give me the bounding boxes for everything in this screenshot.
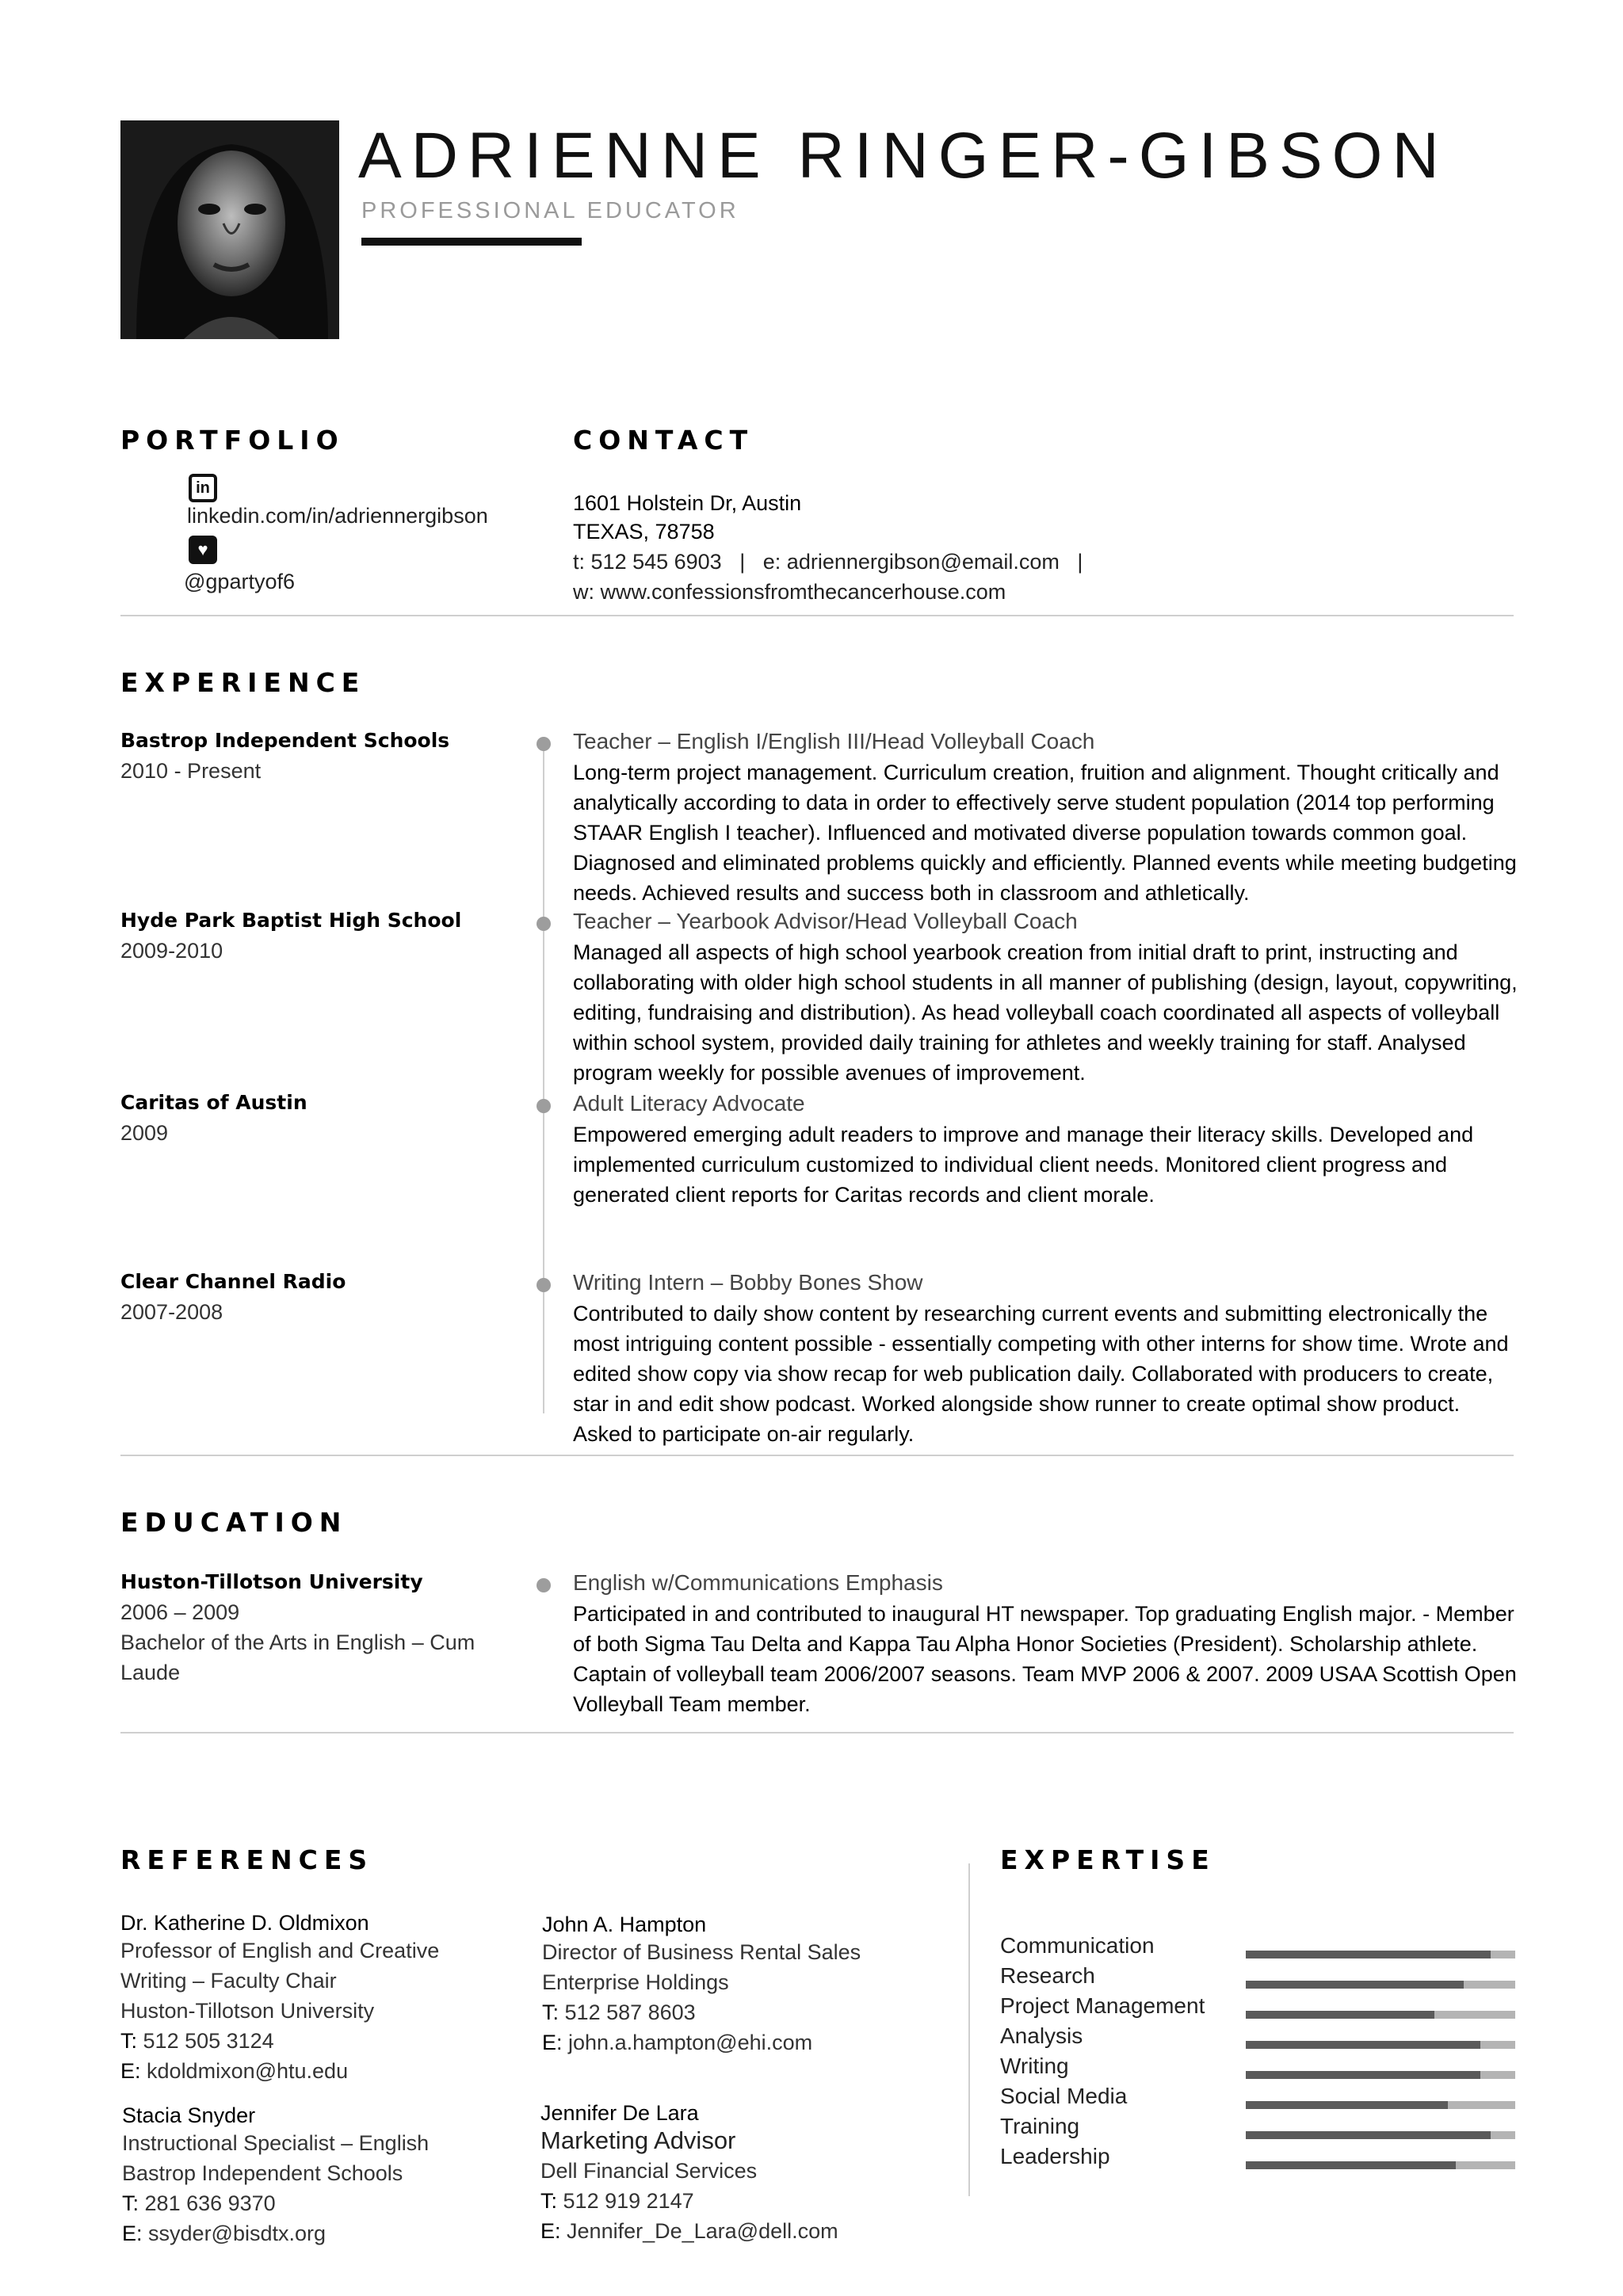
- reference-name: Stacia Snyder: [122, 2103, 256, 2127]
- email-label: E:: [120, 2059, 141, 2083]
- timeline-dot: [537, 737, 551, 751]
- divider: [120, 1455, 1514, 1456]
- skill-row: [1000, 1993, 1515, 2023]
- skill-bar-fill: [1246, 2071, 1480, 2079]
- timeline-dot: [537, 917, 551, 931]
- email-label: E:: [540, 2219, 561, 2243]
- reference-position: Professor of English and Creative: [120, 1939, 440, 1962]
- experience-date: 2009: [120, 1121, 169, 1145]
- experience-description: Empowered emerging adult readers to improve and manage their literacy skills. Developed and implemented curriculum customized to individual client needs. Monitored client progress and generated client reports for Caritas records and client morale.: [573, 1123, 1474, 1207]
- education-focus: English w/Communications Emphasis: [573, 1570, 943, 1595]
- experience-role: Teacher – English I/English III/Head Volleyball Coach: [573, 729, 1095, 753]
- reference-name: Dr. Katherine D. Oldmixon: [120, 1911, 369, 1935]
- skill-bar-track: [1246, 2041, 1515, 2049]
- skill-label: Social Media: [1000, 2084, 1128, 2108]
- reference-email-row: [542, 2027, 861, 2058]
- email-label: E:: [542, 2031, 563, 2054]
- experience-role: Writing Intern – Bobby Bones Show: [573, 1270, 923, 1295]
- column-divider: [968, 1863, 970, 2196]
- skill-bar-fill: [1246, 1981, 1464, 1989]
- skill-bar-fill: [1246, 2041, 1480, 2049]
- reference-email-row: [120, 2056, 439, 2086]
- reference-organization: Enterprise Holdings: [542, 1970, 729, 1994]
- skill-bar-track: [1246, 2071, 1515, 2079]
- skill-bar-fill: [1246, 2161, 1456, 2169]
- reference-phone-row: [542, 1997, 861, 2027]
- skill-label: Leadership: [1000, 2144, 1110, 2168]
- skill-bar-track: [1246, 1981, 1515, 1989]
- candidate-title: PROFESSIONAL EDUCATOR: [361, 198, 739, 223]
- experience-role: Teacher – Yearbook Advisor/Head Volleyball Coach: [573, 909, 1078, 933]
- reference-phone[interactable]: 512 919 2147: [563, 2189, 694, 2213]
- reference-name: John A. Hampton: [542, 1913, 707, 1936]
- reference-email-row: [540, 2216, 838, 2246]
- reference-email[interactable]: Jennifer_De_Lara@dell.com: [567, 2219, 838, 2243]
- timeline-dot: [537, 1578, 551, 1592]
- expertise-heading: EXPERTISE: [1000, 1844, 1216, 1875]
- reference-position: Marketing Advisor: [540, 2126, 736, 2154]
- reference-organization: Huston-Tillotson University: [120, 1999, 375, 2023]
- reference-card: [540, 2101, 838, 2246]
- experience-date: 2010 - Present: [120, 759, 262, 783]
- phone-label: T:: [120, 2029, 138, 2053]
- profile-photo: [120, 120, 339, 339]
- phone-label: T:: [542, 2000, 559, 2024]
- experience-timeline: [543, 748, 544, 1413]
- reference-phone-row: [540, 2186, 838, 2216]
- experience-date: 2009-2010: [120, 939, 223, 963]
- reference-position: Instructional Specialist – English: [122, 2131, 430, 2155]
- separator: |: [1077, 550, 1083, 574]
- reference-email[interactable]: john.a.hampton@ehi.com: [568, 2031, 813, 2054]
- email-address[interactable]: adriennergibson@email.com: [786, 550, 1060, 574]
- reference-phone[interactable]: 281 636 9370: [144, 2191, 276, 2215]
- reference-organization: Bastrop Independent Schools: [122, 2161, 403, 2185]
- skill-bar-fill: [1246, 1951, 1491, 1958]
- education-degree: Bachelor of the Arts in English – Cum: [120, 1630, 475, 1654]
- experience-org: Bastrop Independent Schools: [120, 729, 450, 752]
- skill-bar-track: [1246, 2161, 1515, 2169]
- reference-position-cont: Writing – Faculty Chair: [120, 1969, 337, 1993]
- skill-row: [1000, 1963, 1515, 1993]
- skill-bar-track: [1246, 2131, 1515, 2139]
- skill-bar-track: [1246, 2011, 1515, 2019]
- reference-position: Director of Business Rental Sales: [542, 1940, 861, 1964]
- education-degree-cont: Laude: [120, 1661, 181, 1684]
- candidate-name: ADRIENNE RINGER-GIBSON: [358, 120, 1449, 192]
- reference-phone[interactable]: 512 587 8603: [564, 2000, 696, 2024]
- contact-phone-email-row: [573, 550, 1083, 574]
- education-heading: EDUCATION: [120, 1507, 348, 1538]
- reference-email[interactable]: ssyder@bisdtx.org: [148, 2222, 327, 2245]
- skill-row: [1000, 2144, 1515, 2174]
- skill-bar-track: [1246, 2101, 1515, 2109]
- skill-label: Writing: [1000, 2054, 1069, 2078]
- experience-org: Hyde Park Baptist High School: [120, 909, 462, 932]
- skill-row: [1000, 1933, 1515, 1963]
- divider: [120, 615, 1514, 616]
- divider: [120, 1732, 1514, 1733]
- email-label: E:: [122, 2222, 143, 2245]
- reference-email-row: [122, 2218, 429, 2248]
- phone-label: T:: [122, 2191, 139, 2215]
- reference-name: Jennifer De Lara: [540, 2101, 699, 2125]
- portfolio-heading: PORTFOLIO: [120, 425, 345, 456]
- portrait-illustration: [120, 120, 339, 339]
- web-label: w:: [573, 580, 594, 604]
- skill-bar-track: [1246, 1951, 1515, 1958]
- website-url[interactable]: www.confessionsfromthecancerhouse.com: [600, 580, 1006, 604]
- reference-organization: Dell Financial Services: [540, 2159, 758, 2183]
- reference-phone[interactable]: 512 505 3124: [143, 2029, 274, 2053]
- reference-card: [542, 1913, 861, 2058]
- skill-label: Training: [1000, 2114, 1080, 2138]
- address-line-1: 1601 Holstein Dr, Austin: [573, 491, 802, 515]
- timeline-dot: [537, 1278, 551, 1292]
- social-handle[interactable]: @gpartyof6: [184, 570, 295, 593]
- skill-row: [1000, 2084, 1515, 2114]
- education-school: Huston-Tillotson University: [120, 1570, 423, 1593]
- experience-description: Long-term project management. Curriculum creation, fruition and alignment. Thought critically and analytically according to data in order to effectively serve student population (2014 top performing STAAR English I teacher). Influenced and motivated diverse population towards common goal. Diagnosed and eliminated problems quickly and efficiently. Planned events while meeting budgeting needs. Achieved results and success both in classroom and athletically.: [573, 761, 1517, 905]
- skill-bar-fill: [1246, 2131, 1491, 2139]
- address-line-2: TEXAS, 78758: [573, 520, 715, 543]
- reference-phone-row: [120, 2026, 439, 2056]
- skill-label: Communication: [1000, 1933, 1155, 1958]
- experience-date: 2007-2008: [120, 1300, 223, 1324]
- experience-description: Managed all aspects of high school yearbook creation from initial draft to print, instructing and collaborating with older high school students in all manner of publishing (design, layout, copywriting, editing, fundraising and distribution). As head volleyball coach coordinated all aspects of volleyball within school system, provided daily training for athletes and weekly training for staff. Analysed program weekly for possible avenues of improvement.: [573, 940, 1518, 1085]
- skill-label: Research: [1000, 1963, 1095, 1988]
- contact-heading: CONTACT: [573, 425, 754, 456]
- email-label: e:: [762, 550, 781, 574]
- contact-web-row: [573, 580, 1006, 605]
- skill-bar-fill: [1246, 2101, 1448, 2109]
- skill-row: [1000, 2054, 1515, 2084]
- heart-icon[interactable]: ♥: [189, 536, 217, 564]
- skill-label: Project Management: [1000, 1993, 1205, 2018]
- reference-card: [120, 1911, 439, 2086]
- experience-role: Adult Literacy Advocate: [573, 1091, 805, 1116]
- linkedin-url[interactable]: linkedin.com/in/adriennergibson: [187, 504, 488, 528]
- skill-label: Analysis: [1000, 2023, 1083, 2048]
- skill-bar-fill: [1246, 2011, 1434, 2019]
- title-underline: [361, 238, 582, 246]
- experience-description: Contributed to daily show content by researching current events and submitting electronically the most intriguing content possible - essentially competing with other interns for show time. Wrote and edited show copy via show recap for web publication daily. Collaborated with producers to create, star in and edit show podcast. Worked alongside show runner to create optimal show product. Asked to participate on-air regularly.: [573, 1302, 1509, 1446]
- reference-email[interactable]: kdoldmixon@htu.edu: [147, 2059, 349, 2083]
- phone-label: T:: [540, 2189, 558, 2213]
- references-heading: REFERENCES: [120, 1844, 374, 1875]
- skill-row: [1000, 2114, 1515, 2144]
- phone-label: t:: [573, 550, 586, 574]
- reference-phone-row: [122, 2188, 429, 2218]
- education-date: 2006 – 2009: [120, 1600, 240, 1624]
- experience-org: Caritas of Austin: [120, 1091, 307, 1114]
- experience-heading: EXPERIENCE: [120, 667, 366, 698]
- phone-number[interactable]: 512 545 6903: [590, 550, 722, 574]
- linkedin-icon[interactable]: in: [189, 474, 217, 502]
- experience-org: Clear Channel Radio: [120, 1270, 346, 1293]
- timeline-dot: [537, 1099, 551, 1113]
- reference-card: [122, 2103, 429, 2248]
- separator: |: [739, 550, 746, 574]
- education-description: Participated in and contributed to inaugural HT newspaper. Top graduating English major. - Member of both Sigma Tau Delta and Kappa Tau Alpha Honor Societies (President). Scholarship athlete. Captain of volleyball team 2006/2007 seasons. Team MVP 2006 & 2007. 2009 USAA Scottish Open Volleyball Team member.: [573, 1602, 1517, 1716]
- skill-row: [1000, 2023, 1515, 2054]
